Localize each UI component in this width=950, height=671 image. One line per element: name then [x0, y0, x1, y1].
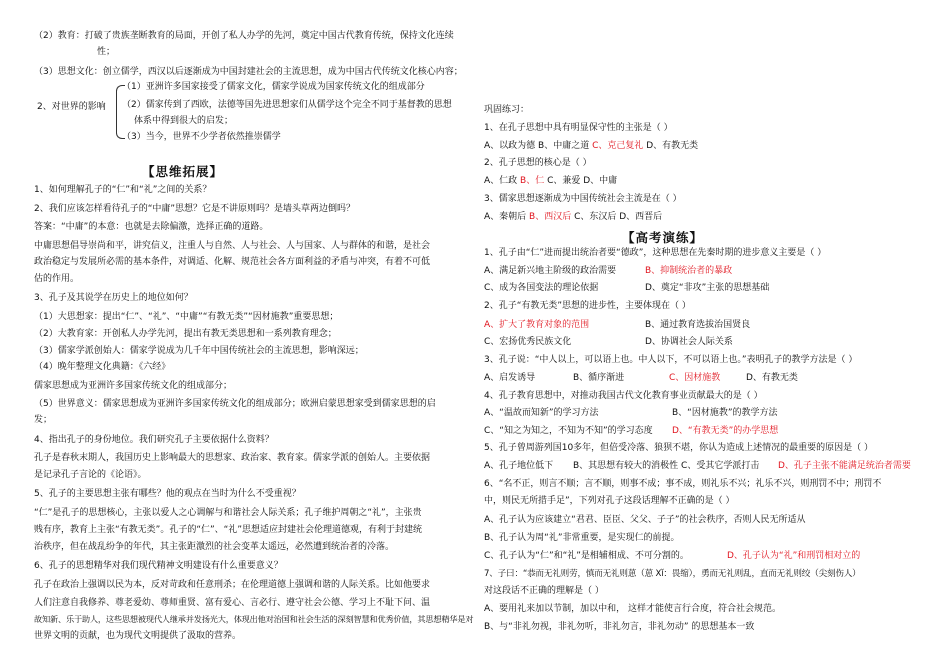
para-line: 孔子在政治上强调以民为本，反对苛政和任意刑杀；在伦理道德上强调和谐的人际关系。比如他要求 — [34, 580, 431, 590]
question-2: 2、孔子思想的核心是（ ） — [484, 158, 592, 168]
exam-question-6-cont: 中，则民无所措手足”，下列对孔子这段话理解不正确的是（ ） — [484, 496, 735, 506]
para-line: 贱有序，教育上主张“有教无类”。孔子的“仁”、“礼”思想适应封建社会伦理道德观，有利于封建统 — [34, 525, 422, 535]
exam-question-3: 3、孔子说：“中人以上，可以语上也。中人以下，不可以语上也。”表明孔子的教学方法是（ ） — [484, 355, 858, 365]
answer-option: A、扩大了教育对象的范围 — [484, 320, 590, 330]
para-line: （4）晚年整理文化典籍：《六经》 — [34, 362, 171, 372]
option-text: C、孔子认为“仁”和“礼”是相辅相成、不可分割的。 — [484, 551, 689, 561]
para-line: 1、如何理解孔子的“仁”和“礼”之间的关系？ — [34, 185, 212, 195]
para-line: 4、指出孔子的身份地位。我们研究孔子主要依据什么资料？ — [34, 435, 274, 445]
option-text: C、“知之为知之，不知为不知”的学习态度 — [484, 426, 653, 436]
option-text: C、成为各国变法的理论依据 — [484, 283, 599, 293]
option-text: B、其思想有较大的消极性 C、受其它学派打击 — [573, 461, 760, 471]
para-line: 世界文明的贡献，也为现代文明提供了汲取的营养。 — [34, 631, 242, 641]
option-text: B、通过教育选拔治国贤良 — [645, 320, 751, 330]
option-text: B、与“非礼勿视，非礼勿听，非礼勿言，非礼勿动” 的思想基本一致 — [484, 622, 755, 632]
exam-question-2: 2、孔子“有教无类”思想的进步性，主要体现在（ ） — [484, 301, 691, 311]
option-text: D、有教无类 — [746, 373, 798, 383]
section-title-exam: 【高考演练】 — [622, 230, 704, 245]
question-1: 1、在孔子思想中具有明显保守性的主张是（ ） — [484, 123, 673, 133]
exam-question-4: 4、孔子教育思想中，对推动我国古代文化教育事业贡献最大的是（ ） — [484, 391, 763, 401]
answer-option: D、孔子主张不能满足统治者需要 — [778, 461, 911, 471]
option-text: A、启发诱导 — [484, 373, 536, 383]
answer-option: C、因材施教 — [669, 373, 721, 383]
answer-option: C、克己复礼 — [592, 141, 644, 151]
option-text: A、以政为德 B、中庸之道 — [484, 141, 593, 151]
question-3-options — [484, 211, 662, 223]
world-item-2: （2）儒家传到了西欧，法德等国先进思想家们从儒学这个完全不同于基督教的思想 — [122, 100, 452, 110]
option-text: D、有教无类 — [643, 141, 699, 151]
answer-option: D、孔子认为“礼”和刑罚相对立的 — [727, 551, 861, 561]
option-text: D、协调社会人际关系 — [645, 337, 733, 347]
para-line: 估的作用。 — [34, 274, 80, 284]
education-line-1: （2）教育：打破了贵族垄断教育的局面，开创了私人办学的先河，奠定中国古代教育传统，保持文化连续 — [34, 31, 454, 41]
exam-question-5: 5、孔子曾周游列国10多年，但倍受冷落、狼狈不堪，你认为造成上述情况的最重要的原因是（ ） — [484, 443, 874, 453]
para-line: 2、我们应该怎样看待孔子的“中庸”思想？它是不讲原则吗？是墙头草两边倒吗？ — [34, 204, 356, 214]
para-line: 5、孔子的主要思想主张有哪些？他的观点在当时为什么不受重视？ — [34, 489, 301, 499]
question-2-options — [484, 175, 617, 187]
answer-option: B、仁 — [520, 176, 545, 186]
exam-question-7-cont: 对这段话不正确的理解是（ ） — [484, 586, 604, 596]
para-line: 3、孔子及其说学在历史上的地位如何？ — [34, 293, 193, 303]
para-line: （1）大思想家：提出“仁”、“礼”、“中庸”“有教无类”“因材施教”重要思想； — [34, 312, 339, 322]
thought-culture-line: （3）思想文化：创立儒学，西汉以后逐渐成为中国封建社会的主流思想，成为中国古代传统文化核心内容； — [34, 67, 463, 77]
exam-question-7: 7、子曰：“恭而无礼则劳，慎而无礼则葸（葸 Xǐ：畏缩），勇而无礼则乱，直而无礼则绞（尖刻伤人） — [484, 569, 861, 579]
para-line: 故知新、乐于助人，这些思想被现代人继承并发扬光大，体现出他对治国和社会生活的深刻智慧和优秀价值，其思想精华是对 — [34, 614, 474, 624]
option-text: A、孔子地位低下 — [484, 461, 554, 471]
exam-question-1: 1、孔子由“仁”进而提出统治者要“德政”，这种思想在先秦时期的进步意义主要是（ ） — [484, 248, 827, 258]
para-line: 治秩序，但在战乱纷争的年代，其主张距激烈的社会变革太遥远，必然遭到统治者的冷落。 — [34, 542, 395, 552]
para-line: 6、孔子的思想精华对我们现代精神文明建设有什么重要意义？ — [34, 561, 283, 571]
exam-question-6: 6、“名不正，则言不顺；言不顺，则事不成；事不成，则礼乐不兴；礼乐不兴，则刑罚不中；刑罚不 — [484, 479, 882, 489]
question-3: 3、儒家思想逐渐成为中国传统社会主流是在（ ） — [484, 194, 682, 204]
para-line: 发； — [34, 415, 53, 425]
section-title-thinking: 【思维拓展】 — [142, 164, 224, 179]
option-text: A、“温故而知新”的学习方法 — [484, 408, 599, 418]
answer-option: B、抑制统治者的暴政 — [645, 266, 733, 276]
option-text: B、“因材施教”的教学方法 — [672, 408, 778, 418]
option-text: A、要用礼来加以节制，加以中和， 这样才能使言行合度，符合社会规范。 — [484, 604, 782, 614]
option-text: A、秦朝后 — [484, 212, 530, 222]
para-line: 政治稳定与发展所必需的基本条件，对调适、化解、规范社会各方面利益的矛盾与冲突，有着不可低 — [34, 257, 431, 267]
option-text: C、宏扬优秀民族文化 — [484, 337, 572, 347]
world-item-3: （3）当今，世界不少学者依然推崇儒学 — [122, 132, 281, 142]
answer-option: B、西汉后 — [529, 212, 572, 222]
option-text: A、满足新兴地主阶级的政治需要 — [484, 266, 617, 276]
option-text: A、孔子认为应该建立“君君、臣臣、父父、子子”的社会秩序，否则人民无所适从 — [484, 515, 806, 525]
option-text: B、孔子认为周“礼”非常重要，是实现仁的前提。 — [484, 533, 680, 543]
para-line: 答案：“中庸”的本意：也就是去除偏激，选择正确的道路。 — [34, 222, 269, 232]
option-text: B、循序渐进 — [573, 373, 625, 383]
question-1-options — [484, 140, 698, 152]
option-text: C、东汉后 D、西晋后 — [571, 212, 663, 222]
world-influence-label: 2、对世界的影响 — [37, 102, 106, 112]
world-item-1: （1）亚洲许多国家接受了儒家文化，儒家学说成为国家传统文化的组成部分 — [122, 82, 425, 92]
practice-title: 巩固练习： — [484, 105, 530, 115]
para-line: （5）世界意义：儒家思想成为亚洲许多国家传统文化的组成部分；欧洲启蒙思想家受到儒家思想的启 — [34, 399, 436, 409]
option-text: D、奠定“非攻”主张的思想基础 — [645, 283, 770, 293]
education-line-2: 性； — [97, 47, 116, 57]
para-line: 中庸思想倡导崇尚和平，讲究信义，注重人与自然、人与社会、人与国家、人与群体的和谐，是社会 — [34, 241, 431, 251]
para-line: （2）大教育家：开创私人办学先河，提出有教无类思想和一系列教育理念； — [34, 329, 337, 339]
option-text: A、仁政 — [484, 176, 521, 186]
answer-option: D、“有教无类”的办学思想 — [672, 426, 779, 436]
para-line: （3）儒家学派创始人：儒家学说成为几千年中国传统社会的主流思想，影响深远； — [34, 346, 364, 356]
para-line: “仁”是孔子的思想核心，主张以爱人之心调解与和谐社会人际关系；孔子维护周朝之“礼”，主张贵 — [34, 508, 422, 518]
para-line: 孔子是春秋末期人，我国历史上影响最大的思想家、政治家、教育家。儒家学派的创始人。主要依据 — [34, 453, 431, 463]
world-item-2-cont: 体系中得到很大的启发； — [134, 116, 234, 126]
option-text: C、兼爱 D、中庸 — [544, 176, 618, 186]
para-line: 是记录孔子言论的《论语》。 — [34, 470, 147, 480]
para-line: 人们注意自我修养、尊老爱幼、尊师重贤、富有爱心、言必行、遵守社会公德、学习上不耻下问、温 — [34, 598, 431, 608]
para-line: 儒家思想成为亚洲许多国家传统文化的组成部分； — [34, 381, 233, 391]
